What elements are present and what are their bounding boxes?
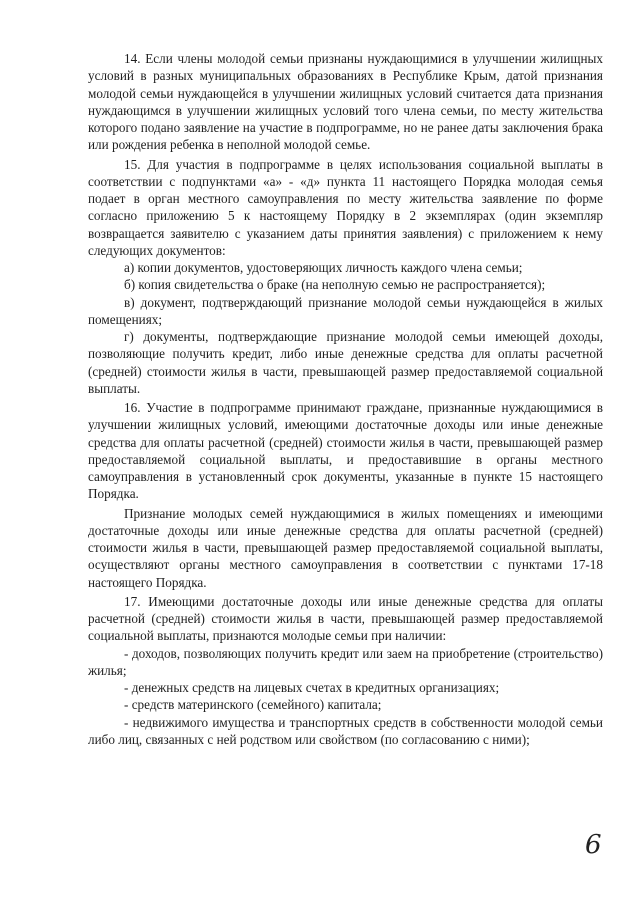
list-item-a: а) копии документов, удостоверяющих личность каждого члена семьи; <box>124 260 523 275</box>
list-item-v: в) документ, подтверждающий признание молодой семьи нуждающейся в жилых помещениях; <box>88 294 603 327</box>
list-item-g: г) документы, подтверждающие признание молодой семьи имеющей доходы, позволяющие получить кредит, либо иные денежные средства для оплаты расчетной (средней) стоимости жилья в части, превышающей размер предоставляемой социальной выплаты. <box>88 329 603 396</box>
document-page <box>88 50 603 748</box>
list-item-income: - доходов, позволяющих получить кредит или заем на приобретение (строительство) жилья; <box>88 645 603 678</box>
paragraph-15: 15. Для участия в подпрограмме в целях использования социальной выплаты в соответствии с подпунктами «а» - «д» пункта 11 настоящего Порядка молодая семья подает в орган местного самоуправления по месту жительства заявление по форме согласно приложению 5 к настоящему Порядку в 2 экземплярах (один экземпляр возвращается заявителю с указанием даты принятия заявления) с приложением к нему следующих документов: <box>88 156 603 258</box>
list-item-b: б) копия свидетельства о браке (на неполную семью не распространяется); <box>124 277 546 293</box>
list-item-accounts: - денежных средств на лицевых счетах в кредитных организациях; <box>124 680 500 695</box>
list-item-property: - недвижимого имущества и транспортных средств в собственности молодой семьи либо лиц, связанных с ней родством или свойством (по согласованию с ними); <box>88 714 603 747</box>
list-item-maternity-capital: - средств материнского (семейного) капитала; <box>124 697 382 713</box>
paragraph-recognition: Признание молодых семей нуждающимися в жилых помещениях и имеющими достаточные доходы или иные денежные средства для оплаты расчетной (средней) стоимости жилья в части, превышающей размер предоставляемой социальной выплаты, осуществляют органы местного самоуправления в соответствии с пунктами 17-18 настоящего Порядка. <box>88 505 603 590</box>
paragraph-14: 14. Если члены молодой семьи признаны нуждающимися в улучшении жилищных условий в разных муниципальных образованиях в Республике Крым, датой признания молодой семьи нуждающейся в улучшении жилищных условий считается дата признания нуждающимся в улучшении жилищных условий того члена семьи, по месту жительства которого подано заявление на участие в подпрограмме, но не ранее даты заключения брака или рождения ребенка в неполной молодой семье. <box>88 51 603 153</box>
paragraph-16: 16. Участие в подпрограмме принимают граждане, признанные нуждающимися в улучшении жилищных условий, имеющими достаточные доходы или иные денежные средства для оплаты расчетной (средней) стоимости жилья в части, превышающей размер предоставляемой социальной выплаты, и предоставившие в органы местного самоуправления в установленный срок документы, указанные в пункте 15 настоящего Порядка. <box>88 400 603 502</box>
paragraph-17: 17. Имеющими достаточные доходы или иные денежные средства для оплаты расчетной (средней) стоимости жилья в части, превышающей размер предоставляемой социальной выплаты, признаются молодые семьи при наличии: <box>88 593 603 644</box>
page-number: 6 <box>585 830 602 860</box>
